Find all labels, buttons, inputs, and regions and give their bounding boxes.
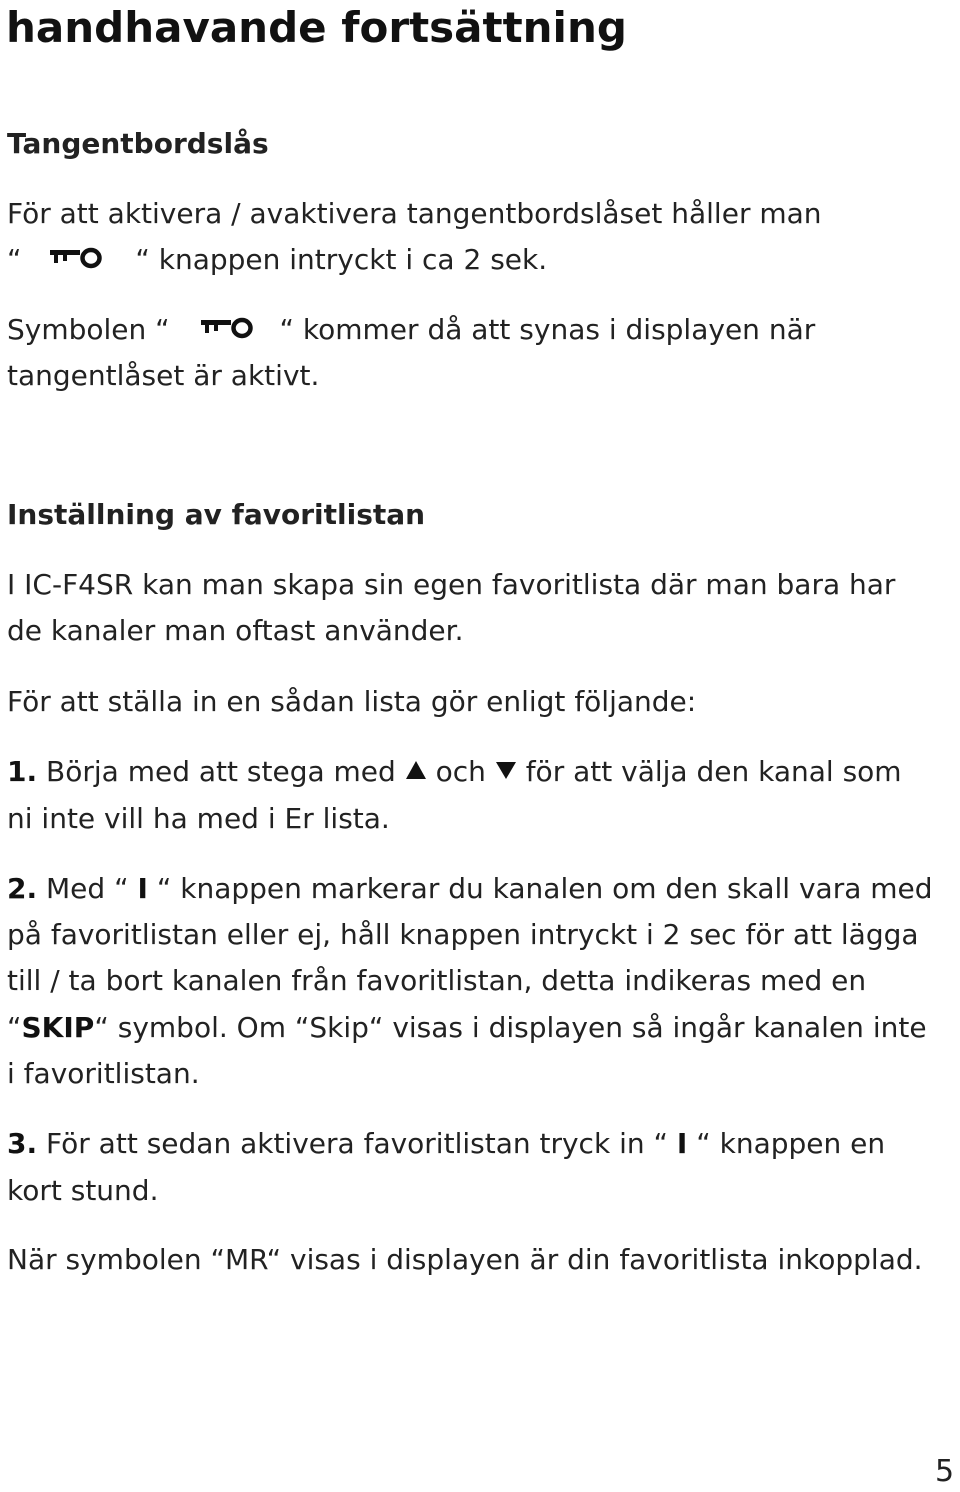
step-text: För att sedan aktivera favoritlistan tryck in “ bbox=[37, 1127, 677, 1160]
final-paragraph: När symbolen “MR“ visas i displayen är din favoritlista inkopplad. bbox=[7, 1243, 923, 1276]
step-3 bbox=[7, 1121, 885, 1168]
page-title: handhavande fortsättning bbox=[6, 3, 627, 52]
step-text: “ knappen markerar du kanalen om den skall vara med bbox=[147, 872, 933, 905]
paragraph-line: ni inte vill ha med i Er lista. bbox=[7, 802, 390, 835]
triangle-down-icon bbox=[495, 759, 517, 781]
paragraph-line: I IC-F4SR kan man skapa sin egen favoritlista där man bara har bbox=[7, 568, 896, 601]
symbol-text-a: Symbolen “ bbox=[7, 313, 170, 346]
step-text: Börja med att stega med bbox=[37, 755, 405, 788]
step-number: 3. bbox=[7, 1127, 38, 1160]
section-heading-favorites: Inställning av favoritlistan bbox=[7, 498, 426, 531]
step-text: “ symbol. Om “Skip“ visas i displayen så ingår kanalen inte bbox=[94, 1011, 927, 1044]
key-icon bbox=[50, 247, 102, 269]
paragraph-line: kort stund. bbox=[7, 1174, 159, 1207]
key-label: I bbox=[676, 1127, 688, 1160]
page-number: 5 bbox=[935, 1454, 955, 1489]
step-number: 2. bbox=[7, 872, 38, 905]
key-icon bbox=[201, 317, 253, 339]
paragraph-line: i favoritlistan. bbox=[7, 1057, 200, 1090]
step-text: Med “ bbox=[37, 872, 138, 905]
section-heading-keylock: Tangentbordslås bbox=[7, 127, 269, 160]
paragraph-line bbox=[7, 307, 815, 354]
paragraph-line: tangentlåset är aktivt. bbox=[7, 359, 320, 392]
triangle-up-icon bbox=[405, 759, 427, 781]
paragraph-line: För att aktivera / avaktivera tangentbordslåset håller man bbox=[7, 197, 822, 230]
paragraph-line bbox=[7, 237, 547, 284]
quote-open: “ bbox=[7, 1011, 22, 1044]
paragraph-line: de kanaler man oftast använder. bbox=[7, 614, 464, 647]
step-text: “ knappen en bbox=[687, 1127, 886, 1160]
quote-open: “ bbox=[7, 243, 22, 276]
step-text: och bbox=[435, 755, 495, 788]
paragraph-line bbox=[7, 1005, 927, 1052]
key-label: I bbox=[137, 872, 148, 905]
step-text: för att välja den kanal som bbox=[525, 755, 902, 788]
keylock-hold-text: “ knappen intryckt i ca 2 sek. bbox=[135, 243, 548, 276]
step-1 bbox=[7, 749, 902, 796]
step-number: 1. bbox=[7, 755, 38, 788]
paragraph-line: till / ta bort kanalen från favoritlistan, detta indikeras med en bbox=[7, 964, 867, 997]
paragraph-line: på favoritlistan eller ej, håll knappen intryckt i 2 sec för att lägga bbox=[7, 918, 919, 951]
step-2 bbox=[7, 866, 933, 913]
paragraph-line: För att ställa in en sådan lista gör enligt följande: bbox=[7, 685, 697, 718]
symbol-text-b: “ kommer då att synas i displayen när bbox=[279, 313, 816, 346]
skip-label: SKIP bbox=[21, 1011, 95, 1044]
